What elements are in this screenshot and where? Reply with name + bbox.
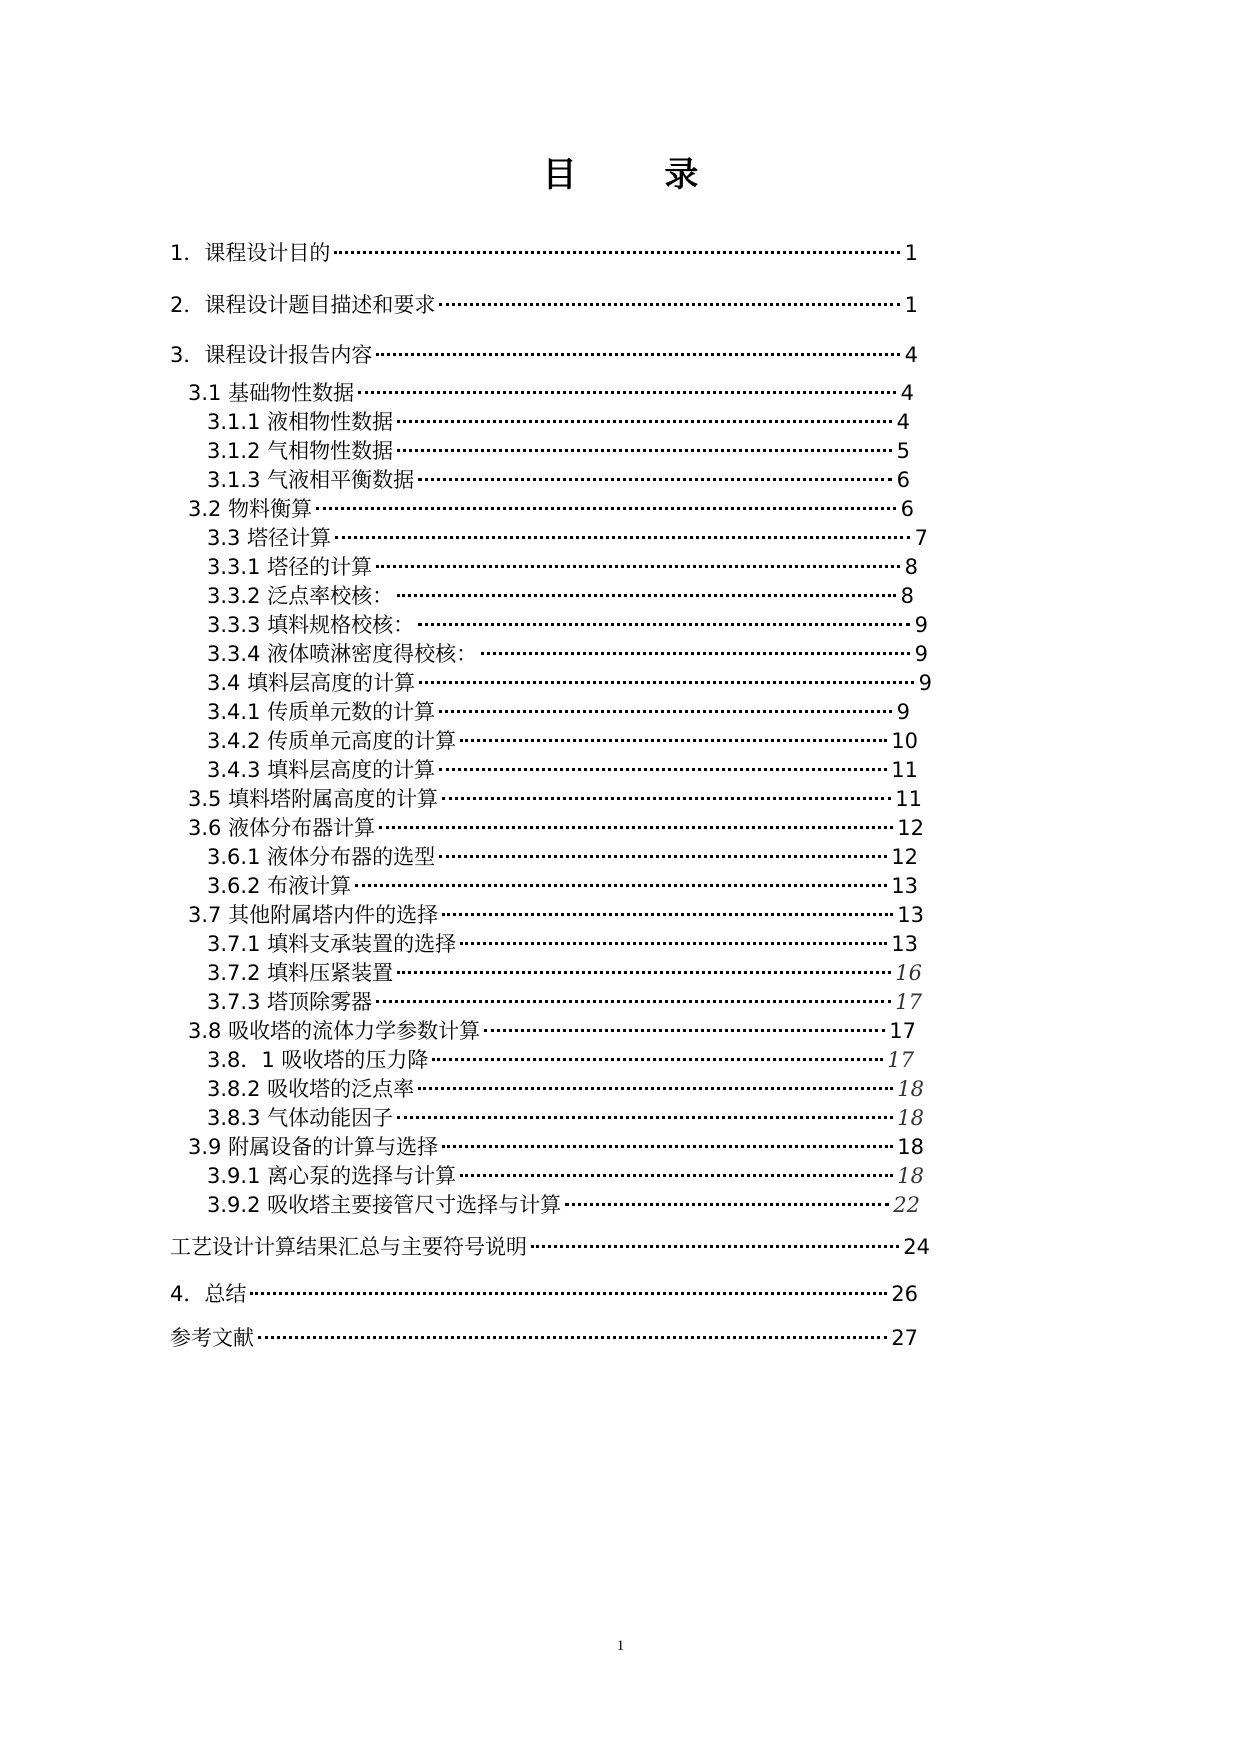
toc-entry[interactable] <box>170 1279 918 1309</box>
toc-entry-label: 3.8．1 吸收塔的压力降 <box>207 1048 429 1072</box>
toc-entry-label: 3.6 液体分布器计算 <box>188 816 376 840</box>
toc-entry[interactable] <box>207 639 928 669</box>
toc-dot-leader <box>439 303 900 306</box>
toc-entry[interactable] <box>207 726 918 756</box>
toc-entry-label: 3.4 填料层高度的计算 <box>207 671 416 695</box>
toc-dot-leader <box>316 507 896 510</box>
toc-entry-label: 3.1.1 液相物性数据 <box>207 410 394 434</box>
toc-entry-page-number: 16 <box>895 961 922 985</box>
toc-entry[interactable] <box>207 842 918 872</box>
toc-entry-page-number: 27 <box>891 1326 918 1350</box>
toc-entry-page-number: 6 <box>896 468 910 492</box>
toc-entry-page-number: 7 <box>914 526 928 550</box>
toc-entry-label: 3.1.2 气相物性数据 <box>207 439 394 463</box>
toc-entry-label: 参考文献 <box>170 1326 254 1350</box>
toc-entry-page-number: 9 <box>896 700 910 724</box>
toc-entry-page-number: 9 <box>918 671 932 695</box>
toc-dot-leader <box>358 391 896 394</box>
toc-entry-label: 4．总结 <box>170 1282 247 1306</box>
toc-entry[interactable] <box>207 1045 914 1075</box>
toc-entry-page-number: 1 <box>904 241 918 265</box>
toc-entry[interactable] <box>188 1132 924 1162</box>
toc-entry-label: 3．课程设计报告内容 <box>170 343 373 367</box>
toc-entry-label: 3.6.2 布液计算 <box>207 874 352 898</box>
toc-entry[interactable] <box>188 1016 916 1046</box>
toc-entry-label: 3.3 塔径计算 <box>207 526 332 550</box>
toc-dot-leader <box>250 1292 887 1295</box>
toc-entry[interactable] <box>207 610 928 640</box>
toc-dot-leader <box>442 913 893 916</box>
toc-entry[interactable] <box>170 290 918 320</box>
toc-entry-page-number: 13 <box>891 932 918 956</box>
toc-entry[interactable] <box>207 958 922 988</box>
toc-entry-page-number: 4 <box>904 343 918 367</box>
toc-entry-page-number: 13 <box>891 874 918 898</box>
toc-entry-page-number: 4 <box>896 410 910 434</box>
toc-dot-leader <box>419 681 914 684</box>
toc-entry-label: 3.7 其他附属塔内件的选择 <box>188 903 439 927</box>
toc-dot-leader <box>439 710 892 713</box>
toc-entry[interactable] <box>207 465 910 495</box>
toc-entry[interactable] <box>207 581 914 611</box>
toc-entry[interactable] <box>207 552 918 582</box>
toc-entry-label: 3.3.1 塔径的计算 <box>207 555 373 579</box>
toc-dot-leader <box>439 768 887 771</box>
toc-entry-label: 3.5 填料塔附属高度的计算 <box>188 787 439 811</box>
toc-entry-page-number: 11 <box>891 758 918 782</box>
toc-entry[interactable] <box>188 494 914 524</box>
toc-entry[interactable] <box>207 929 918 959</box>
toc-dot-leader <box>258 1336 887 1339</box>
toc-entry[interactable] <box>188 900 924 930</box>
toc-entry-page-number: 8 <box>904 555 918 579</box>
toc-entry-page-number: 10 <box>891 729 918 753</box>
toc-entry-label: 3.8 吸收塔的流体力学参数计算 <box>188 1019 481 1043</box>
toc-entry-page-number: 12 <box>897 816 924 840</box>
toc-entry[interactable] <box>170 1323 918 1353</box>
toc-entry-label: 3.7.2 填料压紧装置 <box>207 961 394 985</box>
toc-dot-leader <box>376 1000 891 1003</box>
toc-dot-leader <box>565 1203 889 1206</box>
toc-entry-label: 3.3.2 泛点率校核： <box>207 584 394 608</box>
toc-entry-page-number: 5 <box>896 439 910 463</box>
toc-entry[interactable] <box>207 1103 924 1133</box>
toc-entry-page-number: 18 <box>897 1077 924 1101</box>
toc-dot-leader <box>355 884 887 887</box>
toc-dot-leader <box>418 478 892 481</box>
toc-entry-label: 3.3.4 液体喷淋密度得校核： <box>207 642 478 666</box>
toc-dot-leader <box>460 739 887 742</box>
toc-entry-label: 3.6.1 液体分布器的选型 <box>207 845 436 869</box>
toc-entry-page-number: 9 <box>914 642 928 666</box>
toc-entry-page-number: 12 <box>891 845 918 869</box>
toc-dot-leader <box>439 855 887 858</box>
toc-dot-leader <box>376 353 900 356</box>
toc-entry-label: 工艺设计计算结果汇总与主要符号说明 <box>170 1235 527 1259</box>
toc-entry[interactable] <box>188 813 924 843</box>
toc-entry-label: 3.9.1 离心泵的选择与计算 <box>207 1164 457 1188</box>
toc-entry-label: 3.7.1 填料支承装置的选择 <box>207 932 457 956</box>
toc-entry-page-number: 17 <box>889 1019 916 1043</box>
toc-entry-page-number: 8 <box>900 584 914 608</box>
toc-entry-page-number: 13 <box>897 903 924 927</box>
toc-entry-page-number: 6 <box>900 497 914 521</box>
toc-entry-page-number: 9 <box>914 613 928 637</box>
toc-dot-leader <box>397 420 892 423</box>
toc-entry[interactable] <box>170 340 918 370</box>
toc-entry-label: 3.4.1 传质单元数的计算 <box>207 700 436 724</box>
toc-dot-leader <box>334 251 900 254</box>
toc-dot-leader <box>397 449 892 452</box>
toc-entry-page-number: 18 <box>897 1135 924 1159</box>
toc-entry[interactable] <box>207 668 932 698</box>
toc-dot-leader <box>484 1029 885 1032</box>
toc-entry[interactable] <box>207 1074 924 1104</box>
toc-entry[interactable] <box>188 378 914 408</box>
toc-dot-leader <box>335 536 910 539</box>
toc-dot-leader <box>460 942 887 945</box>
toc-entry[interactable] <box>207 871 918 901</box>
toc-entry-label: 3.4.2 传质单元高度的计算 <box>207 729 457 753</box>
toc-entry-label: 3.2 物料衡算 <box>188 497 313 521</box>
toc-entry[interactable] <box>207 436 910 466</box>
toc-entry[interactable] <box>170 238 918 268</box>
toc-entry-page-number: 24 <box>903 1235 930 1259</box>
toc-entry[interactable] <box>207 407 910 437</box>
toc-entry-page-number: 11 <box>895 787 922 811</box>
toc-entry-page-number: 18 <box>897 1106 924 1130</box>
toc-dot-leader <box>376 565 900 568</box>
toc-dot-leader <box>397 1116 893 1119</box>
toc-entry-label: 3.7.3 塔顶除雾器 <box>207 990 373 1014</box>
footer-page-number: 1 <box>616 1638 625 1654</box>
toc-entry[interactable] <box>207 697 910 727</box>
toc-entry-page-number: 17 <box>895 990 922 1014</box>
toc-entry-page-number: 17 <box>887 1048 914 1072</box>
toc-entry[interactable] <box>207 755 918 785</box>
toc-entry-label: 3.8.3 气体动能因子 <box>207 1106 394 1130</box>
toc-entry-label: 3.8.2 吸收塔的泛点率 <box>207 1077 415 1101</box>
toc-dot-leader <box>418 1087 893 1090</box>
toc-dot-leader <box>442 797 891 800</box>
page-title: 目 录 <box>542 155 737 195</box>
toc-entry-label: 3.1 基础物性数据 <box>188 381 355 405</box>
toc-entry[interactable] <box>207 1190 920 1220</box>
toc-entry-page-number: 4 <box>900 381 914 405</box>
toc-entry-label: 3.3.3 填料规格校核： <box>207 613 415 637</box>
toc-dot-leader <box>460 1174 893 1177</box>
toc-entry[interactable] <box>170 1232 930 1262</box>
toc-entry-page-number: 22 <box>893 1193 920 1217</box>
toc-dot-leader <box>432 1058 883 1061</box>
toc-entry-page-number: 18 <box>897 1164 924 1188</box>
toc-entry-page-number: 26 <box>891 1282 918 1306</box>
toc-entry[interactable] <box>207 1161 924 1191</box>
toc-entry[interactable] <box>188 784 922 814</box>
toc-entry-label: 1．课程设计目的 <box>170 241 331 265</box>
toc-entry-label: 3.9.2 吸收塔主要接管尺寸选择与计算 <box>207 1193 562 1217</box>
toc-dot-leader <box>531 1245 899 1248</box>
toc-dot-leader <box>481 652 910 655</box>
toc-entry-label: 3.4.3 填料层高度的计算 <box>207 758 436 782</box>
toc-entry[interactable] <box>207 987 922 1017</box>
toc-dot-leader <box>442 1145 893 1148</box>
toc-entry-page-number: 1 <box>904 293 918 317</box>
toc-entry-label: 3.1.3 气液相平衡数据 <box>207 468 415 492</box>
toc-entry-label: 2．课程设计题目描述和要求 <box>170 293 436 317</box>
toc-dot-leader <box>397 594 896 597</box>
toc-dot-leader <box>379 826 893 829</box>
toc-dot-leader <box>397 971 891 974</box>
toc-entry[interactable] <box>207 523 928 553</box>
toc-entry-label: 3.9 附属设备的计算与选择 <box>188 1135 439 1159</box>
toc-dot-leader <box>418 623 910 626</box>
